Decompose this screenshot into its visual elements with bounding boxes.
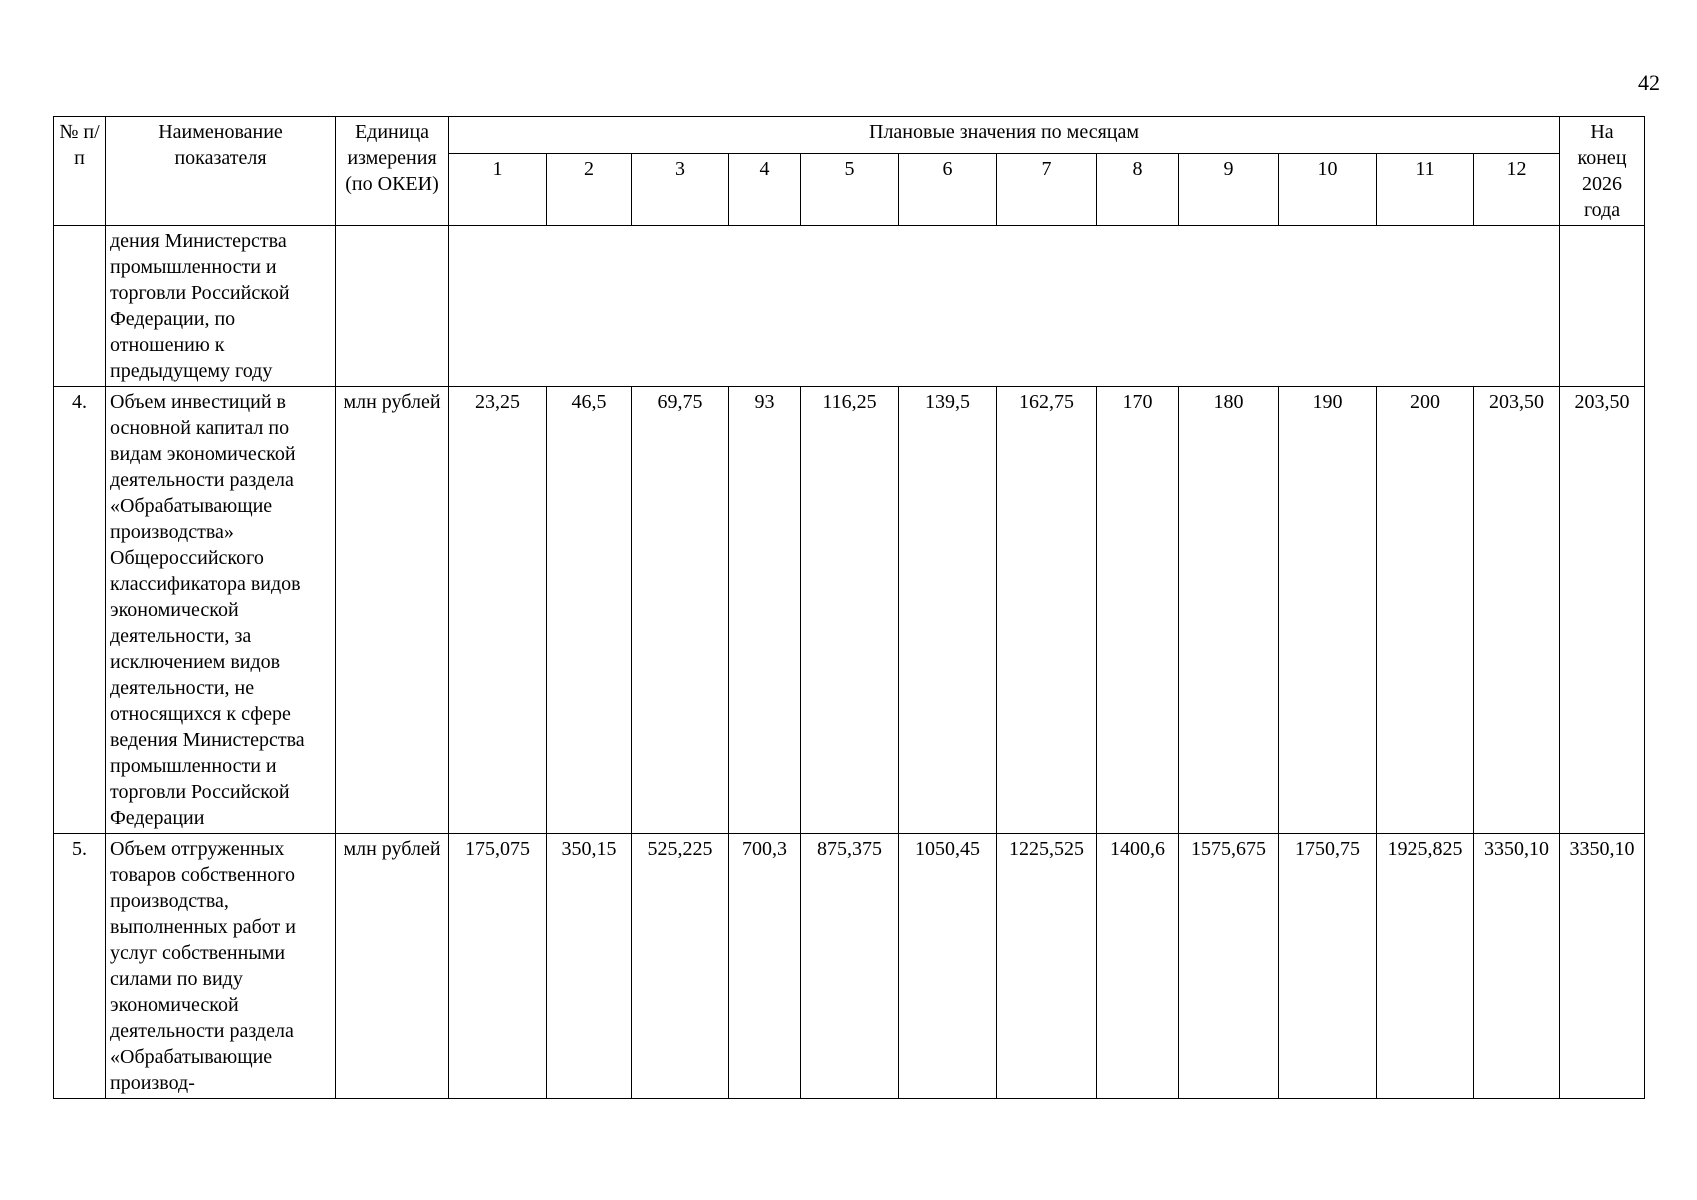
row-month-value: 162,75 — [997, 387, 1097, 834]
header-month: 12 — [1474, 154, 1560, 226]
row-unit: млн рублей — [336, 834, 449, 1099]
row-month-value: 180 — [1179, 387, 1279, 834]
row-month-value: 190 — [1279, 387, 1377, 834]
row-month-value: 1400,6 — [1097, 834, 1179, 1099]
row-name: дения Министерства промышленности и торговли Российской Федерации, по отношению к предыдущему году — [106, 226, 336, 387]
row-num: 4. — [54, 387, 106, 834]
row-month-value: 23,25 — [449, 387, 547, 834]
header-month: 7 — [997, 154, 1097, 226]
row-end-value: 3350,10 — [1560, 834, 1645, 1099]
row-month-value: 1575,675 — [1179, 834, 1279, 1099]
row-month-value: 116,25 — [801, 387, 899, 834]
row-month-value: 875,375 — [801, 834, 899, 1099]
row-month-value: 3350,10 — [1474, 834, 1560, 1099]
row-month-value: 200 — [1377, 387, 1474, 834]
row-values-empty — [449, 226, 1560, 387]
table-row — [54, 834, 1645, 1099]
row-month-value: 350,15 — [547, 834, 632, 1099]
header-month: 2 — [547, 154, 632, 226]
header-month: 1 — [449, 154, 547, 226]
row-month-value: 46,5 — [547, 387, 632, 834]
row-month-value: 700,3 — [729, 834, 801, 1099]
header-month: 3 — [632, 154, 729, 226]
row-month-value: 93 — [729, 387, 801, 834]
header-unit: Единица измерения (по ОКЕИ) — [336, 117, 449, 226]
page-number: 42 — [1638, 70, 1660, 95]
row-month-value: 1050,45 — [899, 834, 997, 1099]
row-month-value: 203,50 — [1474, 387, 1560, 834]
header-name: Наименование показателя — [106, 117, 336, 226]
row-name: Объем отгруженных товаров собственного производства, выполненных работ и услуг собственными силами по виду экономической деятельности раздела «Обрабатывающие производ- — [106, 834, 336, 1099]
header-month: 6 — [899, 154, 997, 226]
row-name: Объем инвестиций в основной капитал по видам экономической деятельности раздела «Обрабатывающие производства» Общероссийского классификатора видов экономической деятельности, за исключением видов деятельности, не относящихся к сфере ведения Министерства промышленности и торговли Российской Федерации — [106, 387, 336, 834]
row-unit: млн рублей — [336, 387, 449, 834]
row-month-value: 525,225 — [632, 834, 729, 1099]
row-month-value: 1225,525 — [997, 834, 1097, 1099]
header-month: 11 — [1377, 154, 1474, 226]
row-month-value: 139,5 — [899, 387, 997, 834]
row-month-value: 1925,825 — [1377, 834, 1474, 1099]
row-month-value: 1750,75 — [1279, 834, 1377, 1099]
header-row-1 — [54, 117, 1645, 154]
header-month: 5 — [801, 154, 899, 226]
plan-table — [53, 116, 1645, 1099]
row-end-value — [1560, 226, 1645, 387]
table-row — [54, 387, 1645, 834]
table-row — [54, 226, 1645, 387]
row-month-value: 69,75 — [632, 387, 729, 834]
header-end-of-year: На конец 2026 года — [1560, 117, 1645, 226]
row-end-value: 203,50 — [1560, 387, 1645, 834]
row-month-value: 175,075 — [449, 834, 547, 1099]
header-monthly-group: Плановые значения по месяцам — [449, 117, 1560, 154]
row-num — [54, 226, 106, 387]
header-month: 10 — [1279, 154, 1377, 226]
header-month: 8 — [1097, 154, 1179, 226]
row-month-value: 170 — [1097, 387, 1179, 834]
header-month: 9 — [1179, 154, 1279, 226]
row-num: 5. — [54, 834, 106, 1099]
row-unit — [336, 226, 449, 387]
header-month: 4 — [729, 154, 801, 226]
header-num: № п/п — [54, 117, 106, 226]
